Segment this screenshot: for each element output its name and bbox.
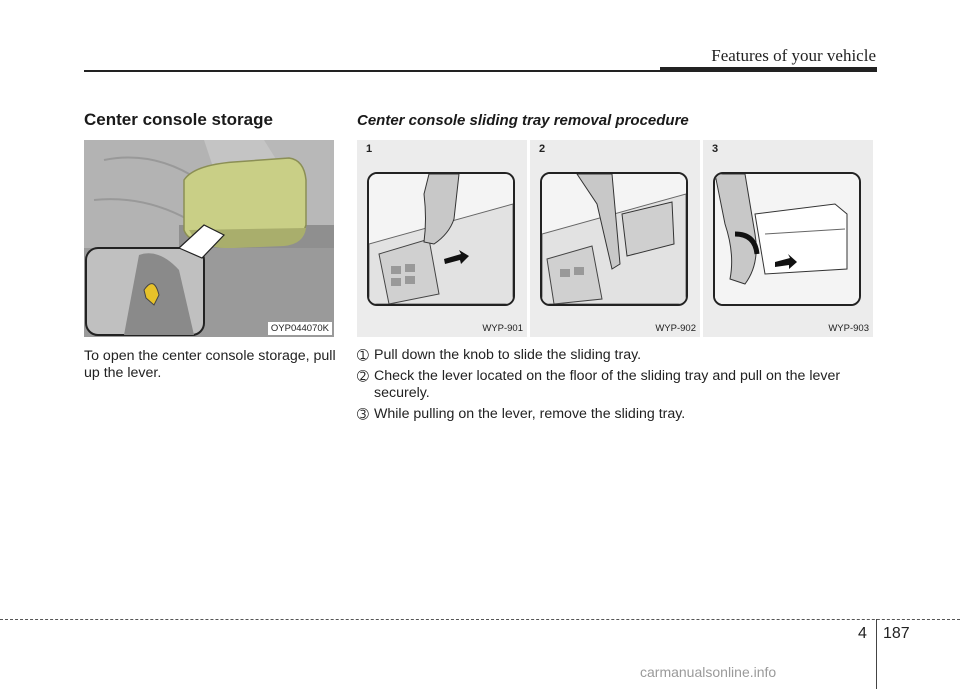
panel-code: WYP-901 <box>482 323 523 334</box>
step-text: Check the lever located on the floor of the sliding tray and pull on the lever securely. <box>374 368 841 401</box>
procedure-steps <box>357 347 877 427</box>
step-panel-1 <box>357 140 527 337</box>
panel-code: WYP-903 <box>828 323 869 334</box>
console-storage-drawing <box>84 140 334 337</box>
subsection-title: Center console sliding tray removal procedure <box>357 112 689 129</box>
panel-number: 3 <box>712 143 719 155</box>
step-text: While pulling on the lever, remove the sliding tray. <box>374 406 686 422</box>
page-number: 187 <box>883 625 910 642</box>
step-panel-3 <box>703 140 873 337</box>
footer-rule <box>0 619 960 620</box>
step-text: Pull down the knob to slide the sliding tray. <box>374 347 642 363</box>
panel-code: WYP-902 <box>655 323 696 334</box>
procedure-step <box>357 406 877 423</box>
panel-number: 2 <box>539 143 546 155</box>
step-marker: ➂ <box>357 406 369 422</box>
header-rule-accent <box>660 67 877 72</box>
panel-illustration <box>367 172 515 306</box>
step-marker: ➁ <box>357 368 369 384</box>
storage-instructions: To open the center console storage, pull up the lever. <box>84 348 336 381</box>
panel-number: 1 <box>366 143 373 155</box>
console-storage-illustration <box>84 140 334 337</box>
page-header-title: Features of your vehicle <box>711 46 876 65</box>
panel-illustration <box>540 172 688 306</box>
figure-code: OYP044070K <box>268 322 332 335</box>
step-panel-2 <box>530 140 700 337</box>
chapter-number: 4 <box>858 625 867 642</box>
procedure-step <box>357 368 877 402</box>
watermark: carmanualsonline.info <box>640 664 777 680</box>
procedure-step <box>357 347 877 364</box>
section-title: Center console storage <box>84 110 273 129</box>
page-number-separator <box>876 619 877 689</box>
panel-illustration <box>713 172 861 306</box>
step-marker: ➀ <box>357 347 369 363</box>
